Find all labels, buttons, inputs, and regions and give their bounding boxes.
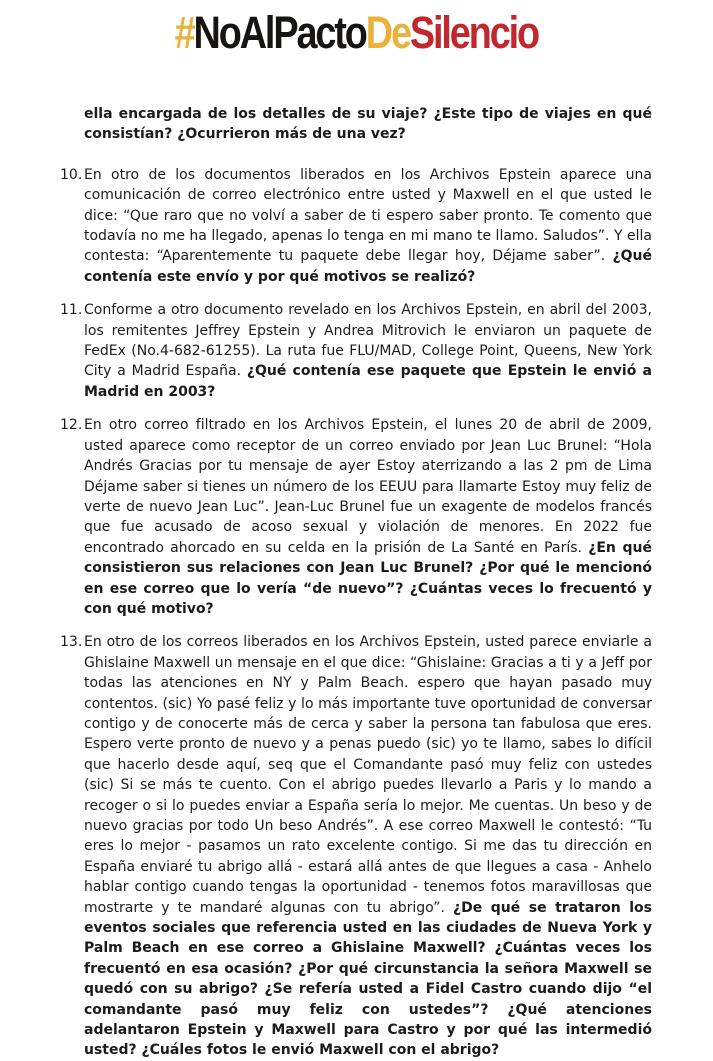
- question-body-text: En otro correo filtrado en los Archivos Epstein, el lunes 20 de abril de 2009, usted aparece como receptor de un correo enviado por Jean Luc Brunel: “Hola Andrés Gracias por tu mensaje de ayer Estoy aterrizando a las 2 pm de Lima Déjame saber si tienes un número de los EEUU para llamarte Estoy muy feliz de verte de nuevo Jean Luc”. Jean-Luc Brunel fue un exagente de modelos francés que fue acusado de acoso sexual y violación de menores. En 2022 fue encontrado ahorcado en su celda en la prisión de La Santé en París.: [84, 417, 652, 556]
- logo-segment: Silencio: [410, 7, 539, 58]
- question-body-text: En otro de los correos liberados en los Archivos Epstein, usted parece enviarle a Ghislaine Maxwell un mensaje en el que dice: “Ghislaine: Gracias a ti y a Jeff por todas las atenciones en NY y Palm Beach. espero que hayan pasado muy contentos. (sic) Yo pasé feliz y lo más importante tuve oportunidad de conversar contigo y de conocerte más de cerca y saber la persona tan fabulosa que eres. Espero verte pronto de nuevo y a penas puedo (sic) yo te llamo, sabes lo difícil que hacerlo desde aquí, seq que el Comandante pasó muy feliz con ustedes (sic) Si se más te cuento. Con el abrigo puedes llevarlo a Paris y lo mando a recoger o si lo puedes enviar a España sería lo mejor. Me cuentas. Un beso y de nuevo gracias por todo Un beso Andrés”. A ese correo Maxwell le contestó: “Tu eres lo mejor - pasamos un rato excelente contigo. Si me das tu dirección en España enviaré tu abrigo allá - estará allá antes de que llegues a casa - Anhelo hablar contigo cuando tengas la oportunidad - tenemos fotos maravillosas que mostrarte y te mandaré algunas con tu abrigo”.: [84, 634, 652, 916]
- header: [0, 0, 713, 58]
- question-body-text: Conforme a otro documento revelado en los Archivos Epstein, en abril del 2003, los remitentes Jeffrey Epstein y Andrea Mitrovich le enviaron un paquete de FedEx (No.4-682-61255). La ruta fue FLU/MAD, College Point, Queens, New York City a Madrid España.: [84, 302, 652, 380]
- continuation-paragraph: [84, 104, 652, 145]
- question-text-block: [84, 165, 652, 287]
- logo-segment: De: [365, 7, 411, 58]
- logo-segment: #: [174, 7, 194, 58]
- question-list: [60, 165, 652, 1061]
- question-emphasis-text: ¿De qué se trataron los eventos sociales que referencia usted en las ciudades de Nueva York y Palm Beach en ese correo a Ghislaine Maxwell? ¿Cuántas veces los frecuentó en esa ocasión? ¿Por qué circunstancia la señora Maxwell se quedó con su abrigo? ¿Se refería usted a Fidel Castro cuando dijo “el comandante pasó muy feliz con ustedes”? ¿Qué atenciones adelantaron Epstein y Maxwell para Castro y por qué las intermedió usted? ¿Cuáles fotos le envió Maxwell con el abrigo?: [84, 899, 652, 1059]
- question-item: [60, 632, 652, 1061]
- question-emphasis-text: ¿Qué contenía este envío y por qué motivos se realizó?: [84, 248, 652, 285]
- question-item: [60, 165, 652, 287]
- question-number: 11.: [60, 302, 83, 319]
- question-number: 10.: [60, 166, 83, 183]
- question-body-text: En otro de los documentos liberados en los Archivos Epstein aparece una comunicación de correo electrónico entre usted y Maxwell en el que usted le dice: “Que raro que no volví a saber de ti espero saber pronto. Te comento que todavía no me ha llegado, apenas lo tenga en mi mano te llamo. Saludos”. Y ella contesta: “Aparentemente tu paquete debe llegar hoy, Déjame saber”.: [84, 166, 652, 265]
- question-number: 12.: [60, 417, 83, 434]
- logo: [174, 7, 539, 58]
- question-text-block: [84, 415, 652, 619]
- question-number: 13.: [60, 634, 83, 651]
- question-emphasis-text: ¿Qué contenía ese paquete que Epstein le envió a Madrid en 2003?: [84, 363, 652, 400]
- question-emphasis-text: ¿En qué consistieron sus relaciones con Jean Luc Brunel? ¿Por qué le mencionó en ese correo que lo vería “de nuevo”? ¿Cuántas veces lo frecuentó y con qué motivo?: [84, 539, 652, 617]
- question-item: [60, 300, 652, 402]
- question-emphasis-text: ella encargada de los detalles de su viaje? ¿Este tipo de viajes en qué consistían? ¿Ocurrieron más de una vez?: [84, 106, 652, 143]
- question-text-block: [84, 300, 652, 402]
- logo-segment: NoAlPacto: [193, 7, 366, 58]
- question-text-block: [84, 632, 652, 1061]
- questionnaire-body: [60, 104, 652, 1061]
- question-item: [60, 415, 652, 619]
